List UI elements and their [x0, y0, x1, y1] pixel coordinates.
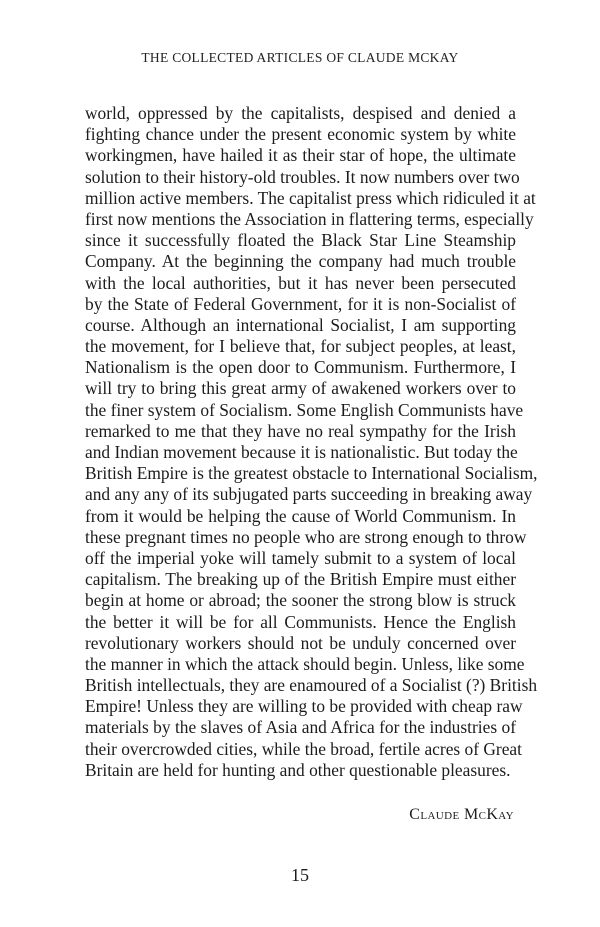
running-head: THE COLLECTED ARTICLES OF CLAUDE MCKAY [141, 50, 459, 65]
body-line: and Indian movement because it is nationalistic. But today the [85, 442, 518, 462]
body-line: the manner in which the attack should begin. Unless, like some [85, 653, 525, 674]
body-line: will try to bring this great army of awakened workers over to [85, 378, 516, 399]
body-line: materials by the slaves of Asia and Africa for the industries of [85, 717, 516, 738]
body-line: capitalism. The breaking up of the British Empire must either [85, 569, 516, 590]
body-line: solution to their history-old troubles. It now numbers over two [85, 166, 520, 187]
body-line: fighting chance under the present economic system by white [85, 124, 516, 145]
body-line: their overcrowded cities, while the broad, fertile acres of Great [85, 738, 522, 759]
body-line: million active members. The capitalist press which ridiculed it at [85, 187, 536, 208]
body-line: first now mentions the Association in flattering terms, especially [85, 208, 534, 229]
body-line: course. Although an international Socialist, I am supporting [85, 314, 516, 335]
body-line: and any any of its subjugated parts succeeding in breaking away [85, 484, 533, 505]
body-line: remarked to me that they have no real sympathy for the Irish [85, 420, 516, 441]
body-line: world, oppressed by the capitalists, despised and denied a [85, 103, 516, 123]
body-line: begin at home or abroad; the sooner the strong blow is struck [85, 590, 516, 611]
body-line: Company. At the beginning the company had much trouble [85, 251, 516, 272]
body-line: the better it will be for all Communists. Hence the English [85, 611, 516, 632]
body-line: Britain are held for hunting and other questionable pleasures. [85, 759, 511, 780]
body-line: workingmen, have hailed it as their star of hope, the ultimate [85, 145, 516, 166]
body-line: revolutionary workers should not be unduly concerned over [85, 632, 516, 653]
body-line: from it would be helping the cause of World Communism. In [85, 505, 516, 526]
page-number: 15 [291, 865, 309, 885]
body-line: since it successfully floated the Black Star Line Steamship [85, 230, 516, 251]
body-line: by the State of Federal Government, for it is non-Socialist of [85, 293, 516, 314]
body-line: these pregnant times no people who are strong enough to throw [85, 526, 527, 547]
article-body [85, 103, 538, 781]
body-line: the movement, for I believe that, for subject peoples, at least, [85, 336, 516, 357]
body-line: British intellectuals, they are enamoured of a Socialist (?) British [85, 675, 538, 696]
body-line: British Empire is the greatest obstacle to International Socialism, [85, 463, 538, 484]
body-line: Nationalism is the open door to Communism. Furthermore, I [85, 357, 516, 378]
body-line: with the local authorities, but it has never been persecuted [85, 272, 516, 293]
body-line: off the imperial yoke will tamely submit to a system of local [85, 547, 516, 568]
body-line: Empire! Unless they are willing to be provided with cheap raw [85, 696, 523, 717]
author-signature: Claude McKay [409, 806, 514, 823]
body-line: the finer system of Socialism. Some English Communists have [85, 399, 524, 420]
